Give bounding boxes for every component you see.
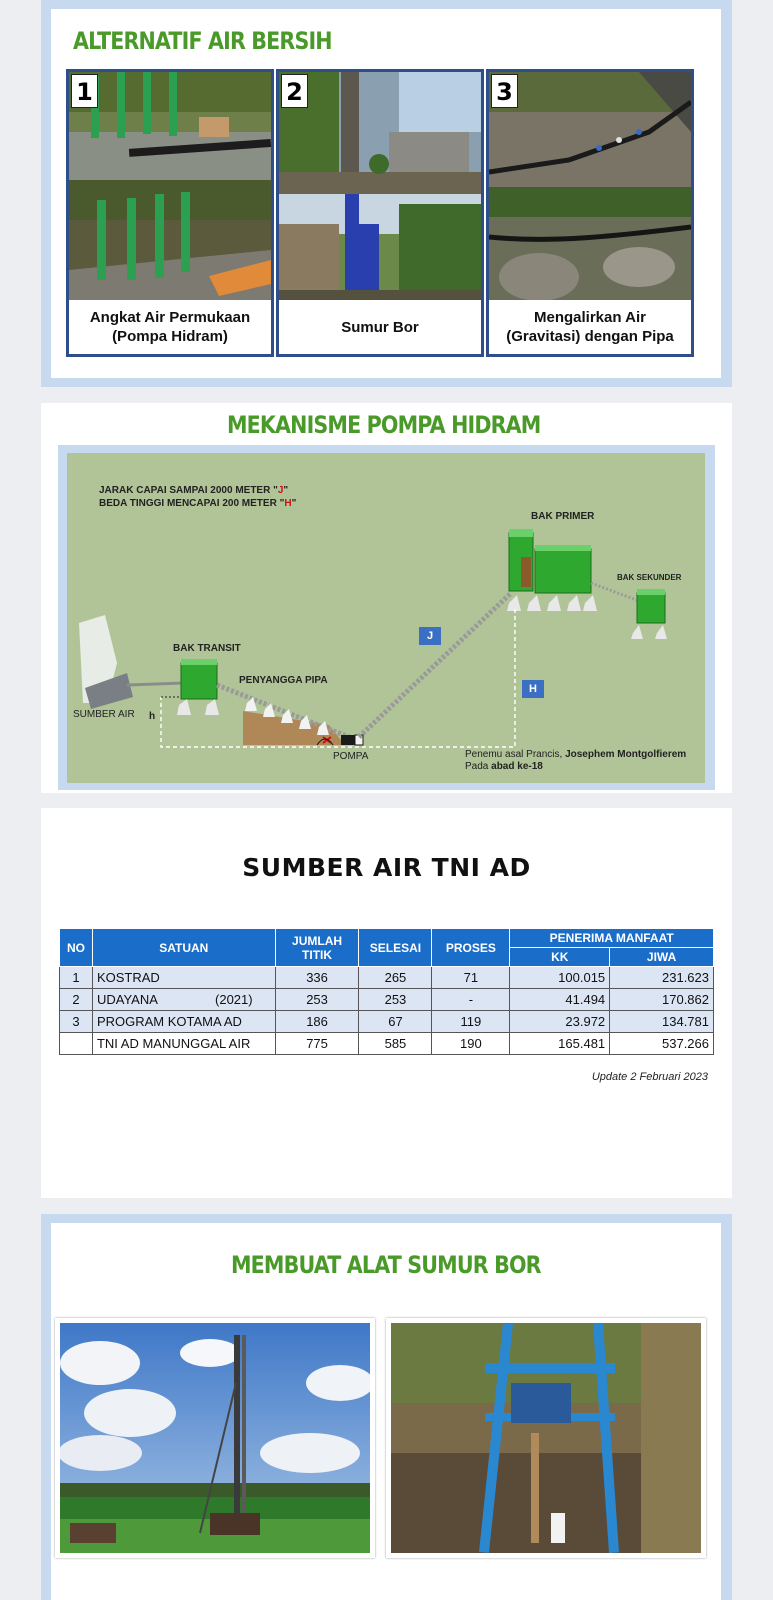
cell-proses: 190 xyxy=(432,1033,510,1055)
cell-satuan: KOSTRAD xyxy=(92,967,275,989)
caption-line-2: (Pompa Hidram) xyxy=(112,328,228,345)
slide-sumber-air-tni-ad xyxy=(41,808,732,1198)
slide-title: SUMBER AIR TNI AD xyxy=(242,853,531,882)
table-row xyxy=(60,967,714,989)
slide-title: MEKANISME POMPA HIDRAM xyxy=(227,411,541,439)
panel-number: 2 xyxy=(281,74,308,108)
bak-transit-tank xyxy=(177,659,219,715)
label-bak-transit: BAK TRANSIT xyxy=(173,643,241,654)
tag-h: H xyxy=(522,680,544,698)
panel-caption xyxy=(279,300,481,354)
panel-caption xyxy=(489,300,691,354)
cell-jumlah-titik: 775 xyxy=(275,1033,359,1055)
panel-caption xyxy=(69,300,271,354)
slide-content xyxy=(51,9,721,378)
header-selesai: SELESAI xyxy=(359,929,432,967)
cell-proses: - xyxy=(432,989,510,1011)
range-note: JARAK CAPAI SAMPAI 2000 METER "J" xyxy=(99,485,289,496)
slide-content xyxy=(51,1223,721,1600)
caption-line-1: Mengalirkan Air xyxy=(534,309,646,326)
photo-drilling-rig-top xyxy=(279,72,481,194)
photo-frame-rig-sky xyxy=(55,1318,375,1558)
cell-no: 1 xyxy=(60,967,93,989)
photo-drilling-tower xyxy=(60,1323,370,1553)
panel-sumur-bor xyxy=(276,69,484,357)
header-jiwa: JIWA xyxy=(610,948,714,967)
water-source-table xyxy=(59,928,714,1055)
bak-primer-tank xyxy=(507,529,597,611)
cell-selesai: 67 xyxy=(359,1011,432,1033)
cell-kk: 100.015 xyxy=(510,967,610,989)
cell-satuan: TNI AD MANUNGGAL AIR xyxy=(92,1033,275,1055)
cell-jumlah-titik: 336 xyxy=(275,967,359,989)
cell-jumlah-titik: 253 xyxy=(275,989,359,1011)
photo-gravity-pipe-top xyxy=(489,72,691,187)
cell-no: 3 xyxy=(60,1011,93,1033)
slide-mekanisme-pompa-hidram xyxy=(41,403,732,793)
panel-number: 3 xyxy=(491,74,518,108)
cell-selesai: 253 xyxy=(359,989,432,1011)
height-note: BEDA TINGGI MENCAPAI 200 METER "H" xyxy=(99,498,297,509)
cell-jiwa: 537.266 xyxy=(610,1033,714,1055)
photo-drilling-rig-bottom xyxy=(279,194,481,304)
table-header-row xyxy=(60,929,714,948)
label-penyangga-pipa: PENYANGGA PIPA xyxy=(239,675,328,686)
cell-kk: 165.481 xyxy=(510,1033,610,1055)
cell-jiwa: 231.623 xyxy=(610,967,714,989)
cell-kk: 23.972 xyxy=(510,1011,610,1033)
header-proses: PROSES xyxy=(432,929,510,967)
photo-hydram-pipes-bottom xyxy=(69,180,271,304)
panel-pompa-hidram xyxy=(66,69,274,357)
cell-no: 2 xyxy=(60,989,93,1011)
update-note: Update 2 Februari 2023 xyxy=(591,1071,708,1083)
photo-gravity-pipe-bottom xyxy=(489,187,691,304)
label-bak-primer: BAK PRIMER xyxy=(531,511,595,522)
caption-line-1: Sumur Bor xyxy=(341,318,419,336)
cell-jiwa: 170.862 xyxy=(610,989,714,1011)
header-no: NO xyxy=(60,929,93,967)
table-total-row xyxy=(60,1033,714,1055)
header-kk: KK xyxy=(510,948,610,967)
label-h-small: h xyxy=(149,711,156,722)
photo-drilling-frame xyxy=(391,1323,701,1553)
cell-selesai: 585 xyxy=(359,1033,432,1055)
bak-sekunder-tank xyxy=(631,589,667,639)
cell-satuan: PROGRAM KOTAMA AD xyxy=(92,1011,275,1033)
inventor-credit: Penemu asal Prancis, Josephem Montgolfierem Pada abad ke-18 xyxy=(465,749,687,772)
cell-jumlah-titik: 186 xyxy=(275,1011,359,1033)
cell-proses: 119 xyxy=(432,1011,510,1033)
header-penerima-manfaat: PENERIMA MANFAAT xyxy=(510,929,714,948)
cell-no xyxy=(60,1033,93,1055)
slide-title: MEMBUAT ALAT SUMUR BOR xyxy=(231,1251,541,1279)
caption-line-1: Angkat Air Permukaan xyxy=(89,309,251,326)
label-pompa: POMPA xyxy=(333,751,369,762)
diagram-frame xyxy=(58,445,715,790)
cell-proses: 71 xyxy=(432,967,510,989)
slide-title: ALTERNATIF AIR BERSIH xyxy=(73,27,332,55)
table-row xyxy=(60,1011,714,1033)
label-bak-sekunder: BAK SEKUNDER xyxy=(617,573,682,582)
cell-satuan: UDAYANA (2021) xyxy=(92,989,275,1011)
table-row xyxy=(60,989,714,1011)
label-sumber-air: SUMBER AIR xyxy=(73,709,135,720)
slide-alternatif-air-bersih xyxy=(41,0,732,387)
slide-membuat-alat-sumur-bor xyxy=(41,1214,732,1600)
tag-j: J xyxy=(419,627,441,645)
hydram-diagram xyxy=(67,453,705,783)
header-satuan: SATUAN xyxy=(92,929,275,967)
photo-frame-rig-field xyxy=(386,1318,706,1558)
caption-line-2: (Gravitasi) dengan Pipa xyxy=(506,328,674,345)
photo-hydram-pipes-top xyxy=(69,72,271,180)
waterfall-icon xyxy=(79,615,133,709)
cell-selesai: 265 xyxy=(359,967,432,989)
panel-number: 1 xyxy=(71,74,98,108)
cell-jiwa: 134.781 xyxy=(610,1011,714,1033)
header-jumlah-titik: JUMLAH TITIK xyxy=(275,929,359,967)
panel-gravitasi-pipa xyxy=(486,69,694,357)
cell-kk: 41.494 xyxy=(510,989,610,1011)
